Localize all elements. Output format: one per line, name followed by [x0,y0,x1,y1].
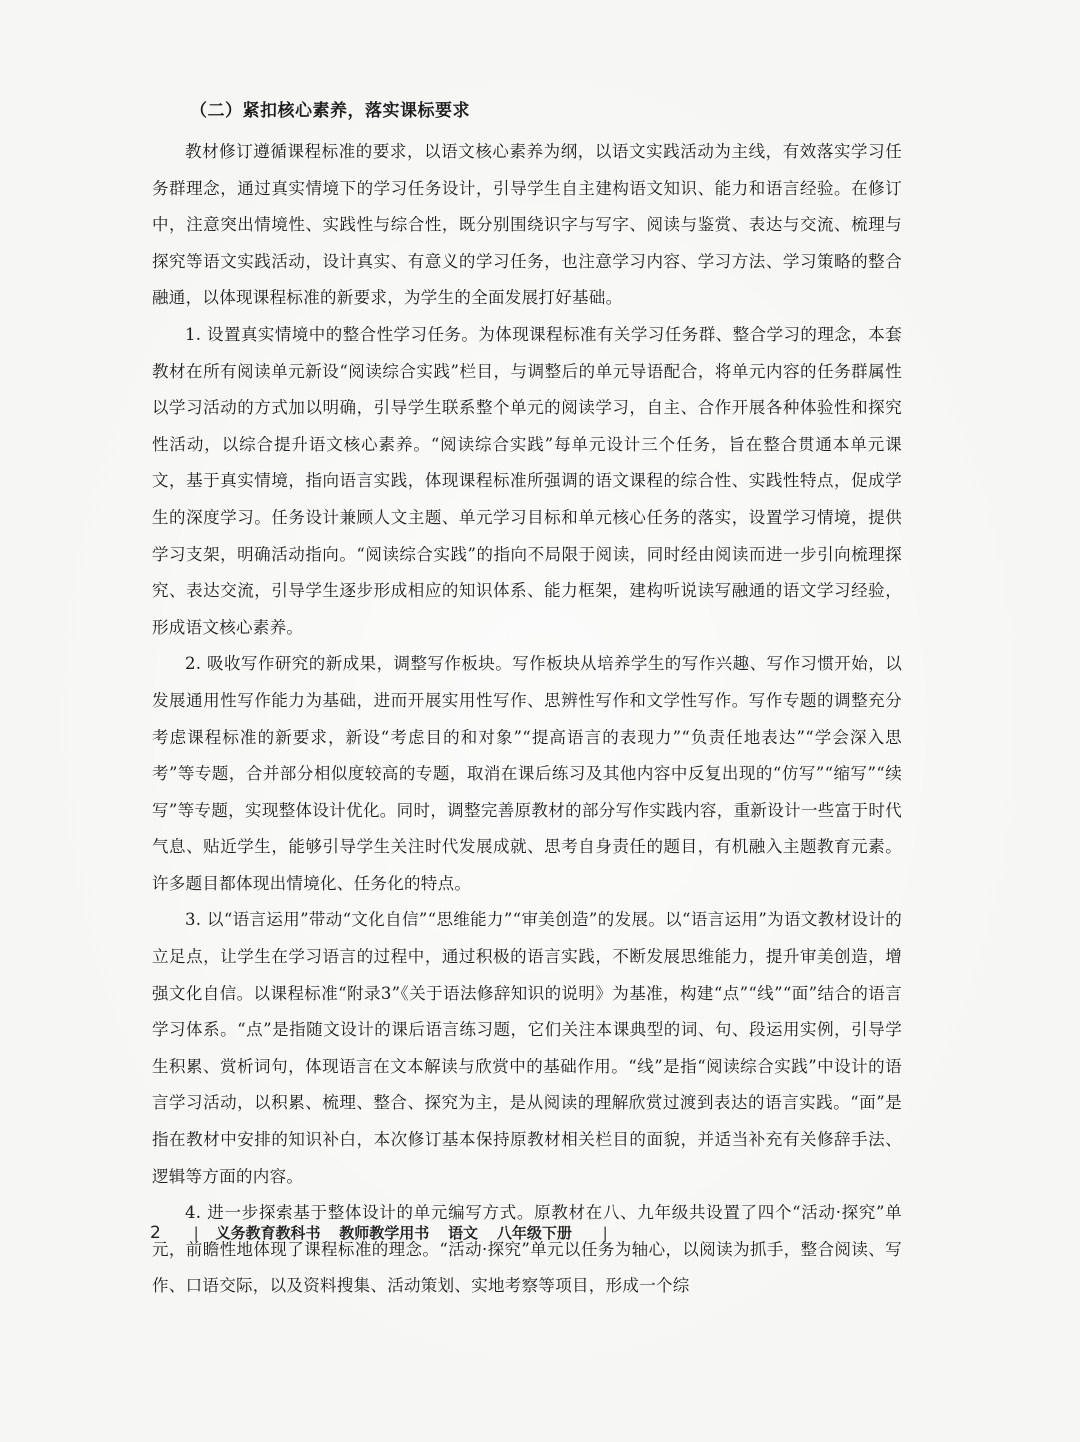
paragraph-intro: 教材修订遵循课程标准的要求，以语文核心素养为纲，以语文实践活动为主线，有效落实学习任务群理念，通过真实情境下的学习任务设计，引导学生自主建构语文知识、能力和语言经验。在修订中，注意突出情境性、实践性与综合性，既分别围绕识字与写字、阅读与鉴赏、表达与交流、梳理与探究等语文实践活动，设计真实、有意义的学习任务，也注意学习内容、学习方法、学习策略的整合融通，以体现课程标准的新要求，为学生的全面发展打好基础。 [152,142,902,308]
footer-series: 义务教育教科书 [215,1224,321,1242]
footer-separator: | [193,1224,199,1242]
page-number: 2 [150,1223,161,1243]
footer-subject: 语文 [448,1224,479,1242]
paragraph-item-2: 2. 吸收写作研究的新成果，调整写作板块。写作板块从培养学生的写作兴趣、写作习惯开始，以发展通用性写作能力为基础，进而开展实用性写作、思辨性写作和文学性写作。写作专题的调整充分考虑课程标准的新要求，新设“考虑目的和对象”“提高语言的表现力”“负责任地表达”“学会深入思考”等专题，合并部分相似度较高的专题，取消在课后练习及其他内容中反复出现的“仿写”“缩写”“续写”等专题，实现整体设计优化。同时，调整完善原教材的部分写作实践内容，重新设计一些富于时代气息、贴近学生，能够引导学生关注时代发展成就、思考自身责任的题目，有机融入主题教育元素。许多题目都体现出情境化、任务化的特点。 [152,654,902,893]
paragraph-item-3: 3. 以“语言运用”带动“文化自信”“思维能力”“审美创造”的发展。以“语言运用”为语文教材设计的立足点，让学生在学习语言的过程中，通过积极的语言实践，不断发展思维能力，提升审美创造，增强文化自信。以课程标准“附录3”《关于语法修辞知识的说明》为基准，构建“点”“线”“面”结合的语言学习体系。“点”是指随文设计的课后语言练习题，它们关注本课典型的词、句、段运用实例，引导学生积累、赏析词句，体现语言在文本解读与欣赏中的基础作用。“线”是指“阅读综合实践”中设计的语言学习活动，以积累、梳理、整合、探究为主，是从阅读的理解欣赏过渡到表达的语言实践。“面”是指在教材中安排的知识补白，本次修订基本保持原教材相关栏目的面貌，并适当补充有关修辞手法、逻辑等方面的内容。 [152,910,902,1186]
footer-grade: 八年级下册 [496,1224,572,1242]
footer-separator-end: | [602,1224,608,1242]
section-heading: （二）紧扣核心素养，落实课标要求 [190,101,470,121]
page-footer [150,1222,620,1244]
paragraph-item-4: 4. 进一步探索基于整体设计的单元编写方式。原教材在八、九年级共设置了四个“活动·探究”单元，前瞻性地体现了课程标准的理念。“活动·探究”单元以任务为轴心，以阅读为抓手，整合阅读、写作、口语交际，以及资料搜集、活动策划、实地考察等项目，形成一个综 [152,1203,902,1296]
paragraph-item-1: 1. 设置真实情境中的整合性学习任务。为体现课程标准有关学习任务群、整合学习的理念，本套教材在所有阅读单元新设“阅读综合实践”栏目，与调整后的单元导语配合，将单元内容的任务群属性以学习活动的方式加以明确，引导学生联系整个单元的阅读学习，自主、合作开展各种体验性和探究性活动，以综合提升语文核心素养。“阅读综合实践”每单元设计三个任务，旨在整合贯通本单元课文，基于真实情境，指向语言实践，体现课程标准所强调的语文课程的综合性、实践性特点，促成学生的深度学习。任务设计兼顾人文主题、单元学习目标和单元核心任务的落实，设置学习情境，提供学习支架，明确活动指向。“阅读综合实践”的指向不局限于阅读，同时经由阅读而进一步引向梳理探究、表达交流，引导学生逐步形成相应的知识体系、能力框架，建构听说读写融通的语文学习经验，形成语文核心素养。 [152,324,902,637]
footer-book-type: 教师教学用书 [339,1224,430,1242]
